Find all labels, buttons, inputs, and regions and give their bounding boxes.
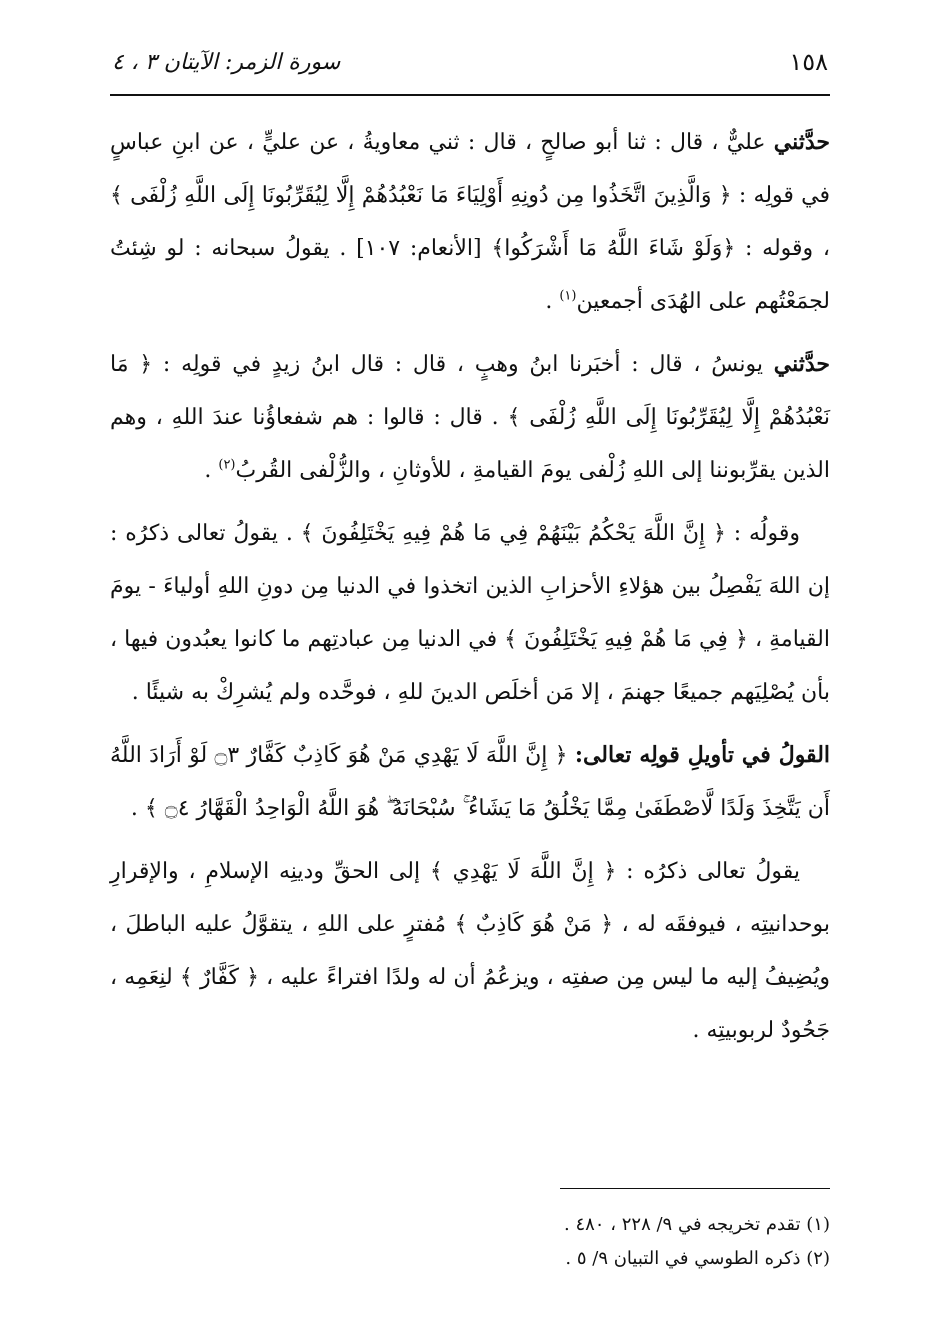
footnote-1: (١) تقدم تخريجه في ٩/ ٢٢٨ ، ٤٨٠ . [564, 1214, 830, 1235]
footnote-rule [560, 1188, 830, 1189]
footnote-reference-2: (٢) [218, 457, 236, 473]
paragraph-text: وقولُه : ﴿ إِنَّ اللَّهَ يَحْكُمُ بَيْنَهُمْ فِي مَا هُمْ فِيهِ يَخْتَلِفُونَ ﴾ . يقولُ تعالى ذكرُه : إن اللهَ يَفْصِلُ بين هؤلاءِ الأحزابِ الذين اتخذوا في الدنيا مِن دونِ اللهِ أولياءَ - يومَ القيامةِ ، ﴿ فِي مَا هُمْ فِيهِ يَخْتَلِفُونَ ﴾ في الدنيا مِن عبادتِهم ما كانوا يعبُدون فيها ، بأن يُصْلِيَهم جميعًا جهنمَ ، إلا مَن أخلَص الدينَ للهِ ، فوحَّده ولم يُشرِكْ به شيئًا . [110, 521, 830, 705]
main-text [110, 116, 830, 1057]
paragraph-hadith-ali [110, 116, 830, 328]
footnote-2: (٢) ذكره الطوسي في التبيان ٩/ ٥ . [565, 1248, 830, 1269]
running-title: سورة الزمر: الآيتان ٣ ، ٤ [112, 49, 341, 75]
paragraph-text: عليٌّ ، قال : ثنا أبو صالحٍ ، قال : ثني معاويةُ ، عن عليٍّ ، عن ابنِ عباسٍ في قولِه : ﴿ وَالَّذِينَ اتَّخَذُوا مِن دُونِهِ أَوْلِيَاءَ مَا نَعْبُدُهُمْ إِلَّا لِيُقَرِّبُونَا إِلَى اللَّهِ زُلْفَى ﴾ ، وقوله : ﴿وَلَوْ شَاءَ اللَّهُ مَا أَشْرَكُوا﴾ [الأنعام: ١٠٧] . يقولُ سبحانه : لو شِئتُ لجمَعْتُهم على الهُدَى أجمعين [110, 130, 830, 314]
footnotes [110, 1208, 830, 1276]
paragraph-commentary [110, 507, 830, 719]
page-number: ١٥٨ [789, 48, 828, 76]
paragraph-explanation [110, 845, 830, 1057]
paragraph-lead: حدَّثني [773, 351, 830, 377]
paragraph-hadith-yunus [110, 338, 830, 497]
paragraph-tail: . [204, 458, 219, 483]
paragraph-text: يونسُ ، قال : أخبَرنا ابنُ وهبٍ ، قال : قال ابنُ زيدٍ في قولِه : ﴿ مَا نَعْبُدُهُمْ إِلَّا لِيُقَرِّبُونَا إِلَى اللَّهِ زُلْفَى ﴾ . قال : قالوا : هم شفعاؤُنا عندَ اللهِ ، وهم الذين يقرِّبوننا إلى اللهِ زُلْفى يومَ القيامةِ ، للأوثانِ ، والزُّلْفى القُربُ [110, 352, 830, 483]
paragraph-tail: . [545, 289, 560, 314]
paragraph-verse-heading [110, 729, 830, 835]
verse-text: ﴿ إِنَّ اللَّهَ لَا يَهْدِي مَنْ هُوَ كَاذِبٌ كَفَّارٌ ۝٣ لَوْ أَرَادَ اللَّهُ أَن يَتَّخِذَ وَلَدًا لَّاصْطَفَىٰ مِمَّا يَخْلُقُ مَا يَشَاءُ ۚ سُبْحَانَهُ ۖ هُوَ اللَّهُ الْوَاحِدُ الْقَهَّارُ ۝٤ ﴾ . [110, 743, 830, 821]
paragraph-text: يقولُ تعالى ذكرُه : ﴿ إِنَّ اللَّهَ لَا يَهْدِي ﴾ إلى الحقِّ ودينِه الإسلامِ ، والإقرارِ بوحدانيتِه ، فيوفقَه له ، ﴿ مَنْ هُوَ كَاذِبٌ ﴾ مُفترٍ على اللهِ ، يتقوَّلُ عليه الباطلَ ، ويُضِيفُ إليه ما ليس مِن صفتِه ، ويزعُمُ أن له ولدًا افتراءً عليه ، ﴿ كَفَّارٌ ﴾ لنِعَمِه ، جَحُودٌ لربوبيتِه . [110, 859, 830, 1043]
page-header [112, 40, 828, 84]
footnote-reference-1: (١) [559, 288, 577, 304]
section-heading: القولُ في تأويلِ قولِه تعالى: [574, 742, 831, 768]
paragraph-lead: حدَّثني [773, 129, 830, 155]
header-rule [110, 94, 830, 96]
